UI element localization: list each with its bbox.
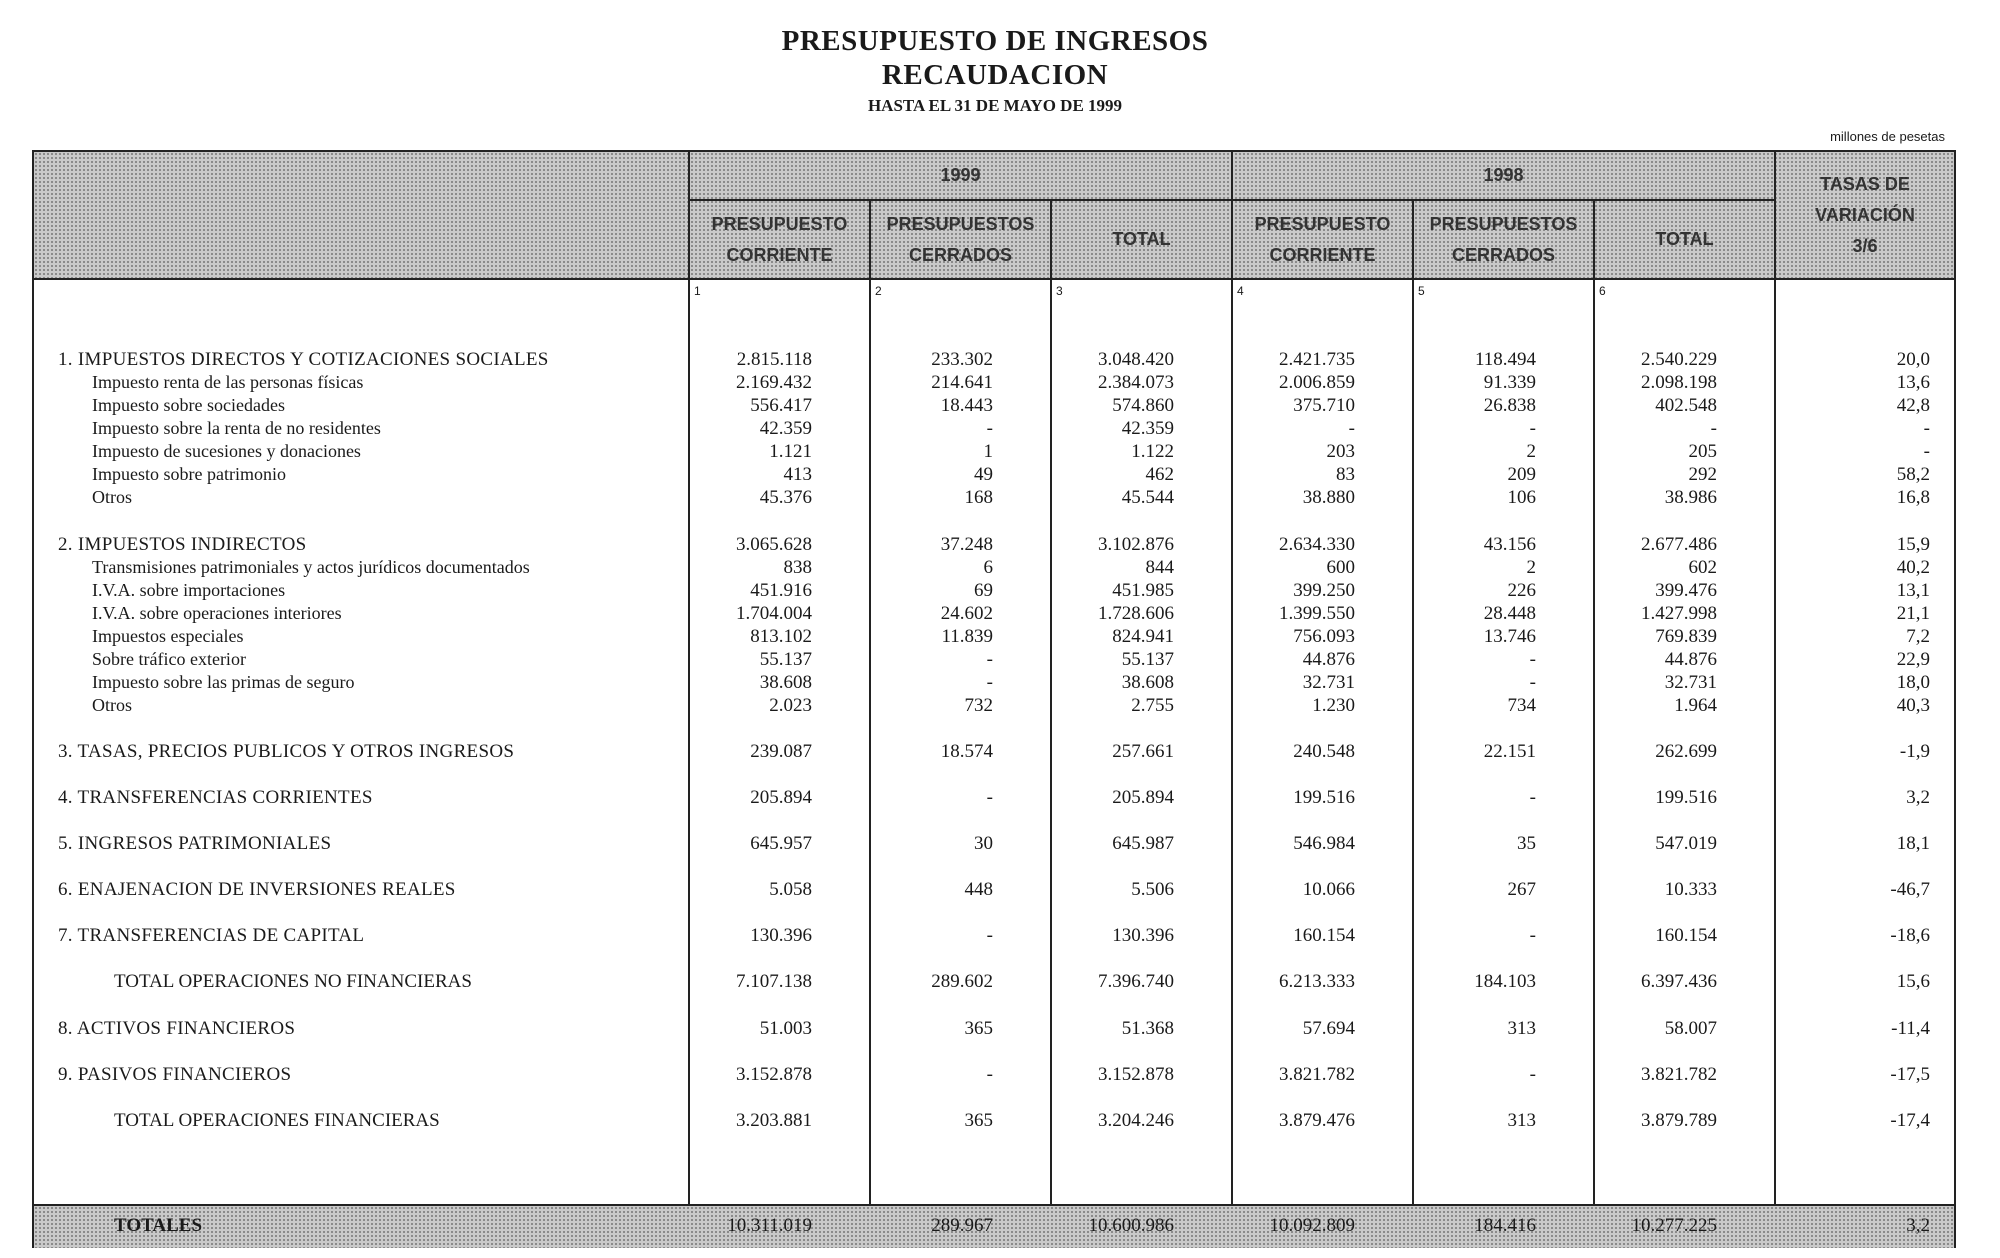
row-value: 756.093 [1293, 626, 1355, 647]
row-value: 42.359 [759, 418, 812, 439]
row-value: 69 [974, 580, 993, 601]
row-value: - [986, 672, 993, 693]
row-value: 168 [964, 487, 993, 508]
row-value: - [1529, 787, 1536, 808]
year-1999-header: 1999 [940, 165, 981, 185]
row-value: 45.544 [1121, 487, 1174, 508]
table-row [34, 348, 1954, 371]
row-value: 3.879.789 [1641, 1110, 1717, 1131]
row-value: 813.102 [750, 626, 812, 647]
col-1998-corriente-header: PRESUPUESTO CORRIENTE [1254, 213, 1391, 265]
row-value: 55.137 [759, 649, 812, 670]
row-value: - [1529, 649, 1536, 670]
row-value: 1.122 [1131, 441, 1174, 462]
row-value: 365 [964, 1110, 993, 1131]
row-value: 3.102.876 [1098, 534, 1174, 555]
table-row [34, 924, 1954, 947]
row-value: 40,2 [1896, 557, 1930, 578]
row-value: 37.248 [940, 534, 993, 555]
row-value: - [1529, 672, 1536, 693]
row-value: 44.876 [1302, 649, 1355, 670]
row-value: 602 [1688, 557, 1717, 578]
table-row [34, 1017, 1954, 1040]
row-value: - [1529, 418, 1536, 439]
row-value: 2.421.735 [1279, 349, 1355, 370]
row-value: 55.137 [1121, 649, 1174, 670]
row-value: 130.396 [750, 925, 812, 946]
col-1998-cerrados-header: PRESUPUESTOS CERRADOS [1429, 213, 1578, 265]
totals-value: 289.967 [931, 1215, 993, 1236]
row-value: 118.494 [1474, 349, 1536, 370]
row-value: 292 [1688, 464, 1717, 485]
table-row [34, 533, 1954, 556]
row-value: 32.731 [1302, 672, 1355, 693]
row-value: 18,1 [1896, 833, 1930, 854]
row-label: I.V.A. sobre operaciones interiores [92, 603, 342, 623]
row-value: 24.602 [940, 603, 993, 624]
row-value: - [1710, 418, 1717, 439]
row-value: 313 [1507, 1018, 1536, 1039]
totals-value: 184.416 [1474, 1215, 1536, 1236]
row-value: 1.399.550 [1279, 603, 1355, 624]
row-value: 51.003 [759, 1018, 812, 1039]
row-value: 44.876 [1664, 649, 1717, 670]
row-value: 209 [1507, 464, 1536, 485]
period-label: HASTA EL 31 DE MAYO DE 1999 [867, 96, 1123, 115]
row-value: 645.987 [1112, 833, 1174, 854]
table-row [34, 740, 1954, 763]
row-value: 22,9 [1896, 649, 1930, 670]
row-value: 2.677.486 [1641, 534, 1717, 555]
row-value: 203 [1326, 441, 1355, 462]
row-value: 547.019 [1655, 833, 1717, 854]
row-label: 2. IMPUESTOS INDIRECTOS [58, 534, 307, 555]
table-row [34, 486, 1954, 509]
row-label: Transmisiones patrimoniales y actos jurídicos documentados [92, 557, 530, 577]
row-value: - [986, 787, 993, 808]
col-number-1: 1 [694, 284, 701, 298]
row-value: 43.156 [1483, 534, 1536, 555]
table-row [34, 556, 1954, 579]
row-label: I.V.A. sobre importaciones [92, 580, 286, 600]
row-value: 313 [1507, 1110, 1536, 1131]
row-value: 413 [783, 464, 812, 485]
row-value: 239.087 [750, 741, 812, 762]
row-value: 769.839 [1655, 626, 1717, 647]
totals-value: 10.311.019 [727, 1215, 812, 1236]
row-value: 838 [783, 557, 812, 578]
row-value: 448 [964, 879, 993, 900]
row-label: TOTAL OPERACIONES FINANCIERAS [114, 1110, 440, 1131]
row-value: 22.151 [1483, 741, 1536, 762]
year-1998-header: 1998 [1483, 165, 1524, 185]
row-value: 13,6 [1896, 372, 1930, 393]
row-value: - [986, 418, 993, 439]
row-value: 2 [1526, 441, 1536, 462]
row-value: 32.731 [1664, 672, 1717, 693]
table-row [34, 463, 1954, 486]
row-value: 3.204.246 [1098, 1110, 1174, 1131]
row-value: 7.107.138 [736, 971, 812, 992]
row-value: 3.048.420 [1098, 349, 1174, 370]
row-value: 51.368 [1121, 1018, 1174, 1039]
row-value: -1,9 [1899, 741, 1930, 762]
row-value: 26.838 [1483, 395, 1536, 416]
row-value: 6.397.436 [1641, 971, 1717, 992]
table-row [34, 1063, 1954, 1086]
row-value: - [1529, 925, 1536, 946]
row-value: - [986, 649, 993, 670]
table-row [34, 440, 1954, 463]
row-value: 15,6 [1896, 971, 1930, 992]
row-value: 42.359 [1121, 418, 1174, 439]
row-value: 451.985 [1112, 580, 1174, 601]
row-value: 402.548 [1655, 395, 1717, 416]
table-row [34, 417, 1954, 440]
row-value: 375.710 [1293, 395, 1355, 416]
row-label: 3. TASAS, PRECIOS PUBLICOS Y OTROS INGRESOS [58, 741, 515, 762]
row-value: -18,6 [1890, 925, 1930, 946]
row-label: Impuestos especiales [92, 626, 244, 646]
row-value: 2.098.198 [1641, 372, 1717, 393]
row-value: 18.574 [940, 741, 993, 762]
totals-row [34, 1204, 1954, 1248]
row-value: 2.540.229 [1641, 349, 1717, 370]
row-value: 11.839 [941, 626, 993, 647]
row-value: 199.516 [1293, 787, 1355, 808]
row-value: 18,0 [1896, 672, 1930, 693]
row-value: 262.699 [1655, 741, 1717, 762]
row-value: 226 [1507, 580, 1536, 601]
row-value: 233.302 [931, 349, 993, 370]
row-value: 42,8 [1896, 395, 1930, 416]
row-value: 2.169.432 [736, 372, 812, 393]
row-value: 2 [1526, 557, 1536, 578]
row-value: 1.728.606 [1098, 603, 1174, 624]
row-value: 58.007 [1664, 1018, 1717, 1039]
row-value: 20,0 [1896, 349, 1930, 370]
table-row [34, 371, 1954, 394]
row-value: 734 [1507, 695, 1536, 716]
table-row [34, 786, 1954, 809]
col-1999-cerrados-header: PRESUPUESTOS CERRADOS [886, 213, 1035, 265]
row-value: 844 [1145, 557, 1174, 578]
revenue-table [32, 150, 1956, 1248]
row-value: 15,9 [1896, 534, 1930, 555]
row-value: 13,1 [1896, 580, 1930, 601]
row-label: 9. PASIVOS FINANCIEROS [58, 1064, 292, 1085]
page-subtitle: RECAUDACION [881, 59, 1109, 91]
table-row [34, 694, 1954, 717]
title-block [0, 24, 1990, 118]
row-value: 1.427.998 [1641, 603, 1717, 624]
row-value: 2.006.859 [1279, 372, 1355, 393]
row-value: -17,5 [1890, 1064, 1930, 1085]
totals-value: 3,2 [1906, 1215, 1930, 1236]
row-value: 2.384.073 [1098, 372, 1174, 393]
row-label: Impuesto de sucesiones y donaciones [92, 441, 361, 461]
row-value: 645.957 [750, 833, 812, 854]
row-value: 10.333 [1664, 879, 1717, 900]
row-value: 2.755 [1131, 695, 1174, 716]
row-value: 1.230 [1312, 695, 1355, 716]
col-number-4: 4 [1237, 284, 1244, 298]
row-value: 7.396.740 [1098, 971, 1174, 992]
row-value: 28.448 [1483, 603, 1536, 624]
table-row [34, 970, 1954, 993]
row-value: - [1923, 418, 1930, 439]
row-value: 18.443 [940, 395, 993, 416]
row-label: 7. TRANSFERENCIAS DE CAPITAL [58, 925, 365, 946]
row-value: 38.880 [1302, 487, 1355, 508]
row-value: 240.548 [1293, 741, 1355, 762]
row-value: - [986, 1064, 993, 1085]
row-value: 6 [983, 557, 993, 578]
row-value: 399.476 [1655, 580, 1717, 601]
col-1998-total-header: TOTAL [1655, 229, 1714, 249]
row-label: Sobre tráfico exterior [92, 649, 246, 669]
page-title: PRESUPUESTO DE INGRESOS [781, 25, 1209, 57]
row-value: 49 [974, 464, 993, 485]
row-label: Otros [92, 695, 132, 715]
table-row [34, 579, 1954, 602]
row-value: 184.103 [1474, 971, 1536, 992]
row-label: TOTAL OPERACIONES NO FINANCIERAS [114, 971, 472, 992]
row-value: 556.417 [750, 395, 812, 416]
row-value: 205.894 [1112, 787, 1174, 808]
row-value: 267 [1507, 879, 1536, 900]
row-value: 160.154 [1655, 925, 1717, 946]
row-value: 160.154 [1293, 925, 1355, 946]
row-value: 40,3 [1896, 695, 1930, 716]
col-number-6: 6 [1599, 284, 1606, 298]
row-value: - [1923, 441, 1930, 462]
tasas-variacion-header: TASAS DE VARIACIÓN 3/6 [1815, 173, 1915, 256]
row-value: 10.066 [1302, 879, 1355, 900]
row-value: 7,2 [1906, 626, 1930, 647]
row-value: 257.661 [1112, 741, 1174, 762]
row-value: - [986, 925, 993, 946]
row-label: Otros [92, 487, 132, 507]
row-value: 205 [1688, 441, 1717, 462]
row-value: 91.339 [1483, 372, 1536, 393]
row-value: - [1348, 418, 1355, 439]
totals-value: 10.600.986 [1088, 1215, 1174, 1236]
row-value: 3.152.878 [1098, 1064, 1174, 1085]
row-value: 2.023 [769, 695, 812, 716]
row-value: 451.916 [750, 580, 812, 601]
row-value: 5.058 [769, 879, 812, 900]
row-value: 3.203.881 [736, 1110, 812, 1131]
row-value: 1 [983, 441, 993, 462]
row-value: 83 [1336, 464, 1355, 485]
row-label: 5. INGRESOS PATRIMONIALES [58, 833, 332, 854]
row-value: -46,7 [1890, 879, 1930, 900]
row-label: 8. ACTIVOS FINANCIEROS [58, 1018, 296, 1039]
row-value: 2.815.118 [736, 349, 812, 370]
row-value: 30 [974, 833, 993, 854]
row-label: Impuesto renta de las personas físicas [92, 372, 364, 392]
units-label: millones de pesetas [1830, 129, 1945, 144]
row-label: 6. ENAJENACION DE INVERSIONES REALES [58, 879, 456, 900]
table-row [34, 625, 1954, 648]
row-value: 57.694 [1302, 1018, 1355, 1039]
table-row [34, 671, 1954, 694]
row-value: 732 [964, 695, 993, 716]
row-value: 130.396 [1112, 925, 1174, 946]
row-value: 38.608 [1121, 672, 1174, 693]
row-value: 1.704.004 [736, 603, 812, 624]
row-value: 3.152.878 [736, 1064, 812, 1085]
row-value: 600 [1326, 557, 1355, 578]
table-row [34, 1109, 1954, 1132]
row-value: -17,4 [1890, 1110, 1930, 1131]
row-value: 2.634.330 [1279, 534, 1355, 555]
row-value: 1.121 [769, 441, 812, 462]
row-value: 45.376 [759, 487, 812, 508]
row-value: 205.894 [750, 787, 812, 808]
row-value: 546.984 [1293, 833, 1355, 854]
totals-value: 10.277.225 [1631, 1215, 1717, 1236]
col-number-3: 3 [1056, 284, 1063, 298]
row-value: 574.860 [1112, 395, 1174, 416]
row-value: 3,2 [1906, 787, 1930, 808]
row-value: 16,8 [1896, 487, 1930, 508]
row-value: - [1529, 1064, 1536, 1085]
header-corner [34, 152, 690, 280]
row-label: 1. IMPUESTOS DIRECTOS Y COTIZACIONES SOCIALES [58, 349, 549, 370]
row-value: -11,4 [1891, 1018, 1930, 1039]
row-value: 824.941 [1112, 626, 1174, 647]
table-row [34, 878, 1954, 901]
row-value: 3.821.782 [1279, 1064, 1355, 1085]
totals-label: TOTALES [114, 1215, 203, 1236]
col-1999-total-header: TOTAL [1112, 229, 1171, 249]
table-row [34, 648, 1954, 671]
table-row [34, 394, 1954, 417]
row-value: 289.602 [931, 971, 993, 992]
row-value: 3.879.476 [1279, 1110, 1355, 1131]
col-1999-corriente-header: PRESUPUESTO CORRIENTE [711, 213, 848, 265]
row-value: 199.516 [1655, 787, 1717, 808]
row-label: Impuesto sobre patrimonio [92, 464, 286, 484]
row-value: 399.250 [1293, 580, 1355, 601]
table-row [34, 832, 1954, 855]
row-label: Impuesto sobre las primas de seguro [92, 672, 355, 692]
col-number-2: 2 [875, 284, 882, 298]
row-value: 1.964 [1674, 695, 1717, 716]
row-value: 3.821.782 [1641, 1064, 1717, 1085]
row-value: 365 [964, 1018, 993, 1039]
row-value: 462 [1145, 464, 1174, 485]
row-value: 38.986 [1664, 487, 1717, 508]
row-value: 6.213.333 [1279, 971, 1355, 992]
row-label: 4. TRANSFERENCIAS CORRIENTES [58, 787, 373, 808]
row-value: 13.746 [1483, 626, 1536, 647]
row-value: 35 [1517, 833, 1536, 854]
totals-value: 10.092.809 [1269, 1215, 1355, 1236]
col-number-5: 5 [1418, 284, 1425, 298]
row-value: 21,1 [1896, 603, 1930, 624]
row-value: 3.065.628 [736, 534, 812, 555]
row-label: Impuesto sobre sociedades [92, 395, 285, 415]
table-row [34, 602, 1954, 625]
row-value: 38.608 [759, 672, 812, 693]
row-value: 58,2 [1896, 464, 1930, 485]
row-label: Impuesto sobre la renta de no residentes [92, 418, 381, 438]
row-value: 214.641 [931, 372, 993, 393]
row-value: 5.506 [1131, 879, 1174, 900]
row-value: 106 [1507, 487, 1536, 508]
